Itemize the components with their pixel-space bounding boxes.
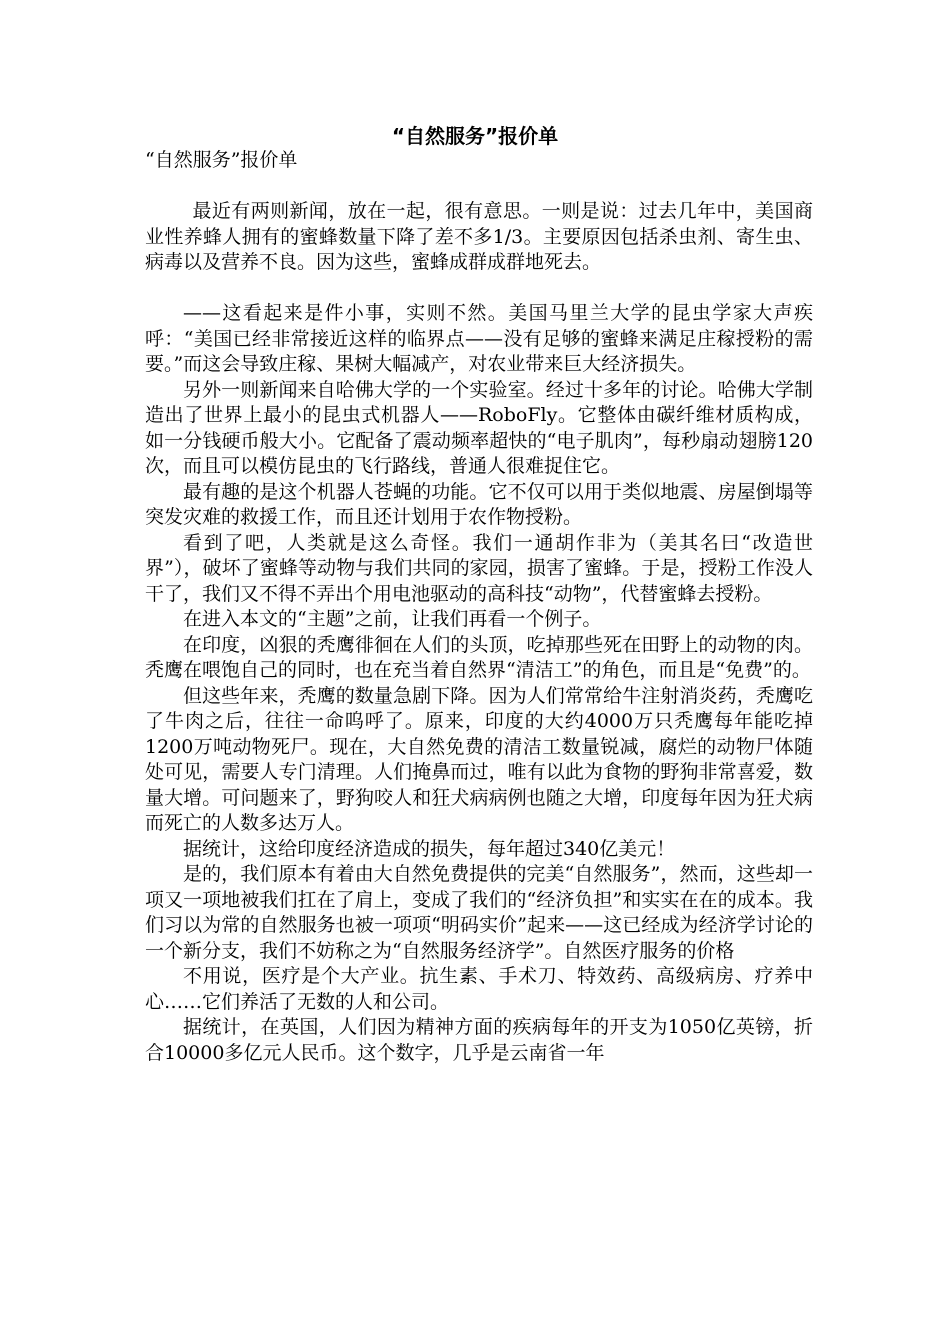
paragraph: 不用说，医疗是个大产业。抗生素、手术刀、特效药、高级病房、疗养中心……它们养活了无数的人和公司。 xyxy=(145,965,813,1013)
document-subtitle: “自然服务”报价单 xyxy=(145,149,298,171)
paragraph: 最近有两则新闻，放在一起，很有意思。一则是说：过去几年中，美国商业性养蜂人拥有的蜜蜂数量下降了差不多1/3。主要原因包括杀虫剂、寄生虫、病毒以及营养不良。因为这些，蜜蜂成群成群地死去。 xyxy=(145,200,813,273)
paragraph: 另外一则新闻来自哈佛大学的一个实验室。经过十多年的讨论。哈佛大学制造出了世界上最小的昆虫式机器人——RoboFly。它整体由碳纤维材质构成，如一分钱硬币般大小。它配备了震动频率超快的“电子肌肉”，每秒扇动翅膀120次，而且可以模仿昆虫的飞行路线，普通人很难捉住它。 xyxy=(145,378,813,477)
blank-line xyxy=(145,174,813,200)
document-title: “自然服务”报价单 xyxy=(391,124,559,148)
document-body xyxy=(145,148,813,1066)
paragraph: 最有趣的是这个机器人苍蝇的功能。它不仅可以用于类似地震、房屋倒塌等突发灾难的救援工作，而且还计划用于农作物授粉。 xyxy=(145,480,813,528)
paragraph: 但这些年来，秃鹰的数量急剧下降。因为人们常常给牛注射消炎药，秃鹰吃了牛肉之后，往往一命呜呼了。原来，印度的大约4000万只秃鹰每年能吃掉1200万吨动物死尸。现在，大自然免费的清洁工数量锐减，腐烂的动物尸体随处可见，需要人专门清理。人们掩鼻而过，唯有以此为食物的野狗非常喜爱，数量大增。可问题来了，野狗咬人和狂犬病病例也随之大增，印度每年因为狂犬病而死亡的人数多达万人。 xyxy=(145,684,813,834)
paragraph: 据统计，在英国，人们因为精神方面的疾病每年的开支为1050亿英镑，折合10000多亿元人民币。这个数字，几乎是云南省一年 xyxy=(145,1016,813,1064)
paragraph: 在印度，凶狠的秃鹰徘徊在人们的头顶，吃掉那些死在田野上的动物的肉。秃鹰在喂饱自己的同时，也在充当着自然界“清洁工”的角色，而且是“免费”的。 xyxy=(145,633,813,681)
paragraph: 在进入本文的“主题”之前，让我们再看一个例子。 xyxy=(183,608,602,630)
paragraph: 是的，我们原本有着由大自然免费提供的完美“自然服务”，然而，这些却一项又一项地被我们扛在了肩上，变成了我们的“经济负担”和实实在在的成本。我们习以为常的自然服务也被一项项“明码实价”起来——这已经成为经济学讨论的一个新分支，我们不妨称之为“自然服务经济学”。自然医疗服务的价格 xyxy=(145,863,813,962)
paragraph: 据统计，这给印度经济造成的损失，每年超过340亿美元！ xyxy=(183,837,676,860)
paragraph: ——这看起来是件小事，实则不然。美国马里兰大学的昆虫学家大声疾呼：“美国已经非常接近这样的临界点——没有足够的蜜蜂来满足庄稼授粉的需要。”而这会导致庄稼、果树大幅减产，对农业带来巨大经济损失。 xyxy=(145,302,813,375)
paragraph: 看到了吧，人类就是这么奇怪。我们一通胡作非为（美其名曰“改造世界”），破坏了蜜蜂等动物与我们共同的家园，损害了蜜蜂。于是，授粉工作没人干了，我们又不得不弄出个用电池驱动的高科技“动物”，代替蜜蜂去授粉。 xyxy=(145,531,813,605)
blank-line xyxy=(145,276,813,302)
